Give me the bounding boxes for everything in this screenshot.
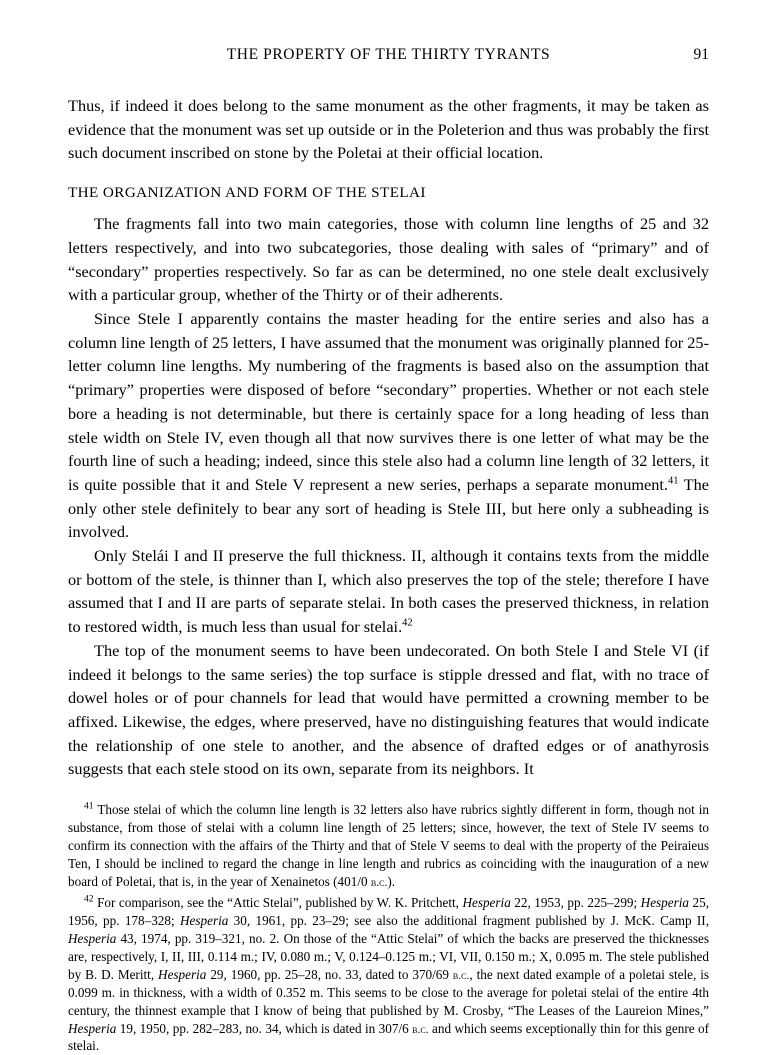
paragraph-3 (68, 307, 709, 544)
journal-title: Hesperia (158, 966, 207, 982)
date-era: b.c. (370, 875, 388, 889)
page-number: 91 (693, 46, 709, 63)
footnote-ref-41[interactable]: 41 (667, 475, 679, 487)
journal-title: Hesperia (68, 1020, 117, 1036)
footnote-marker: 41 (84, 800, 94, 812)
paragraph-2: The fragments fall into two main categories, those with column line lengths of 25 and 32 letters respectively, and into two subcategories, those dealing with sales of “primary” and of “secondary” properties respectively. So far as can be determined, no one stele dealt exclusively with a particular group, whether of the Thirty or of their adherents. (68, 214, 709, 305)
paragraph-4 (68, 544, 709, 639)
paragraph-5: The top of the monument seems to have been undecorated. On both Stele I and Stele VI (if indeed it belongs to the same series) the top surface is stipple dressed and flat, with no trace of dowel holes or of pour channels for lead that would have permitted a crowning member to be affixed. Likewise, the edges, where preserved, have no distinguishing features that would indicate the relationship of one stele to another, and the absence of drafted edges or of anathyrosis suggests that each stele stood on its own, separate from its neighbors. It (68, 640, 709, 779)
running-head (68, 46, 709, 72)
date-era: b.c. (452, 968, 470, 982)
paragraph-3-text-a: Since Stele I apparently contains the master heading for the entire series and also has a column line length of 25 letters, I have assumed that the monument was originally planned for 25-letter column line lengths. My numbering of the fragments is based also on the assumption that “primary” properties were disposed of before “secondary” properties. Whether or not each stele bore a heading is not determinable, but there is certainly space for a long heading of less than stele width on Stele IV, even though all that now survives there is one letter of what may be the fourth line of such a heading; indeed, since this stele also had a column line length of 32 letters, it is quite possible that it and Stele V represent a new series, perhaps a separate monument. (68, 309, 709, 494)
footnote-marker: 42 (84, 893, 94, 905)
footnotes (68, 801, 709, 1055)
journal-title: Hesperia (462, 894, 511, 910)
paragraph-1: Thus, if indeed it does belong to the same monument as the other fragments, it may be taken as evidence that the monument was set up outside or in the Poleterion and thus was probably the first such document inscribed on stone by the Poletai at their official location. (68, 96, 709, 163)
journal-title: Hesperia (68, 930, 117, 946)
paragraph-4-text: Only Stelái I and II preserve the full thickness. II, although it contains texts from the middle or bottom of the stele, is thinner than I, which also preserves the top of the stele; therefore I have assumed that I and II are parts of separate stelai. In both cases the preserved thickness, in relation to restored width, is much less than usual for stelai. (68, 546, 709, 637)
footnote-42: $^{42}$ For comparison, see the “Attic Stelai”, published by W. K. Pritchett, Hesperia 22, 1953, pp. 225–299; Hesperia 25, 1956, pp. 178–328; Hesperia 30, 1961, pp. 23–29; see also the additional fragment published by J. McK. Camp II, Hesperia 43, 1974, pp. 319–321, no. 2. On those of the “Attic Stelai” of which the backs are preserved the thicknesses are, respectively, I, II, III, 0.114 m.; IV, 0.080 m.; V, 0.124–0.125 m.; VI, VII, 0.150 m.; X, 0.095 m. The stele published by B. D. Meritt, Hesperia 29, 1960, pp. 25–28, no. 33, dated to 370/69 b.c., the next dated example of a poletai stele, is 0.099 m. in thickness, with a width of 0.352 m. This seems to be close to the average for poletai stelai of the entire 4th century, the thinnest example that I know of being that published by M. Crosby, “The Leases of the Laureion Mines,” Hesperia 19, 1950, pp. 282–283, no. 34, which is dated in 307/6 b.c. and which seems exceptionally thin for this genre of stelai. (68, 893, 709, 1054)
date-era: b.c. (412, 1022, 429, 1036)
section-heading: THE ORGANIZATION AND FORM OF THE STELAI (68, 184, 426, 202)
journal-title: Hesperia (640, 894, 690, 910)
footnote-41: $^{41}$ Those stelai of which the column line length is 32 letters also have rubrics sightly different in form, though not in substance, from those of stelai with a column line length of 25 letters; since, however, the text of Stele IV seems to confirm its connection with the affairs of the Thirty and that of Stele V seems to deal with the property of the Peiraieus Ten, I should be inclined to regard the change in line length and rubrics as coinciding with the inauguration of a new board of Poletai, that is, in the year of Xenainetos (401/0 b.c.). (68, 800, 709, 889)
article-body (68, 94, 709, 781)
footnote-ref-42[interactable]: 42 (402, 617, 413, 629)
journal-title: Hesperia (179, 912, 229, 928)
running-head-title: THE PROPERTY OF THE THIRTY TYRANTS (226, 46, 551, 63)
paragraph-3-text-b: The only other stele definitely to bear any sort of heading is Stele III, but here only a subheading is involved. (68, 474, 709, 542)
